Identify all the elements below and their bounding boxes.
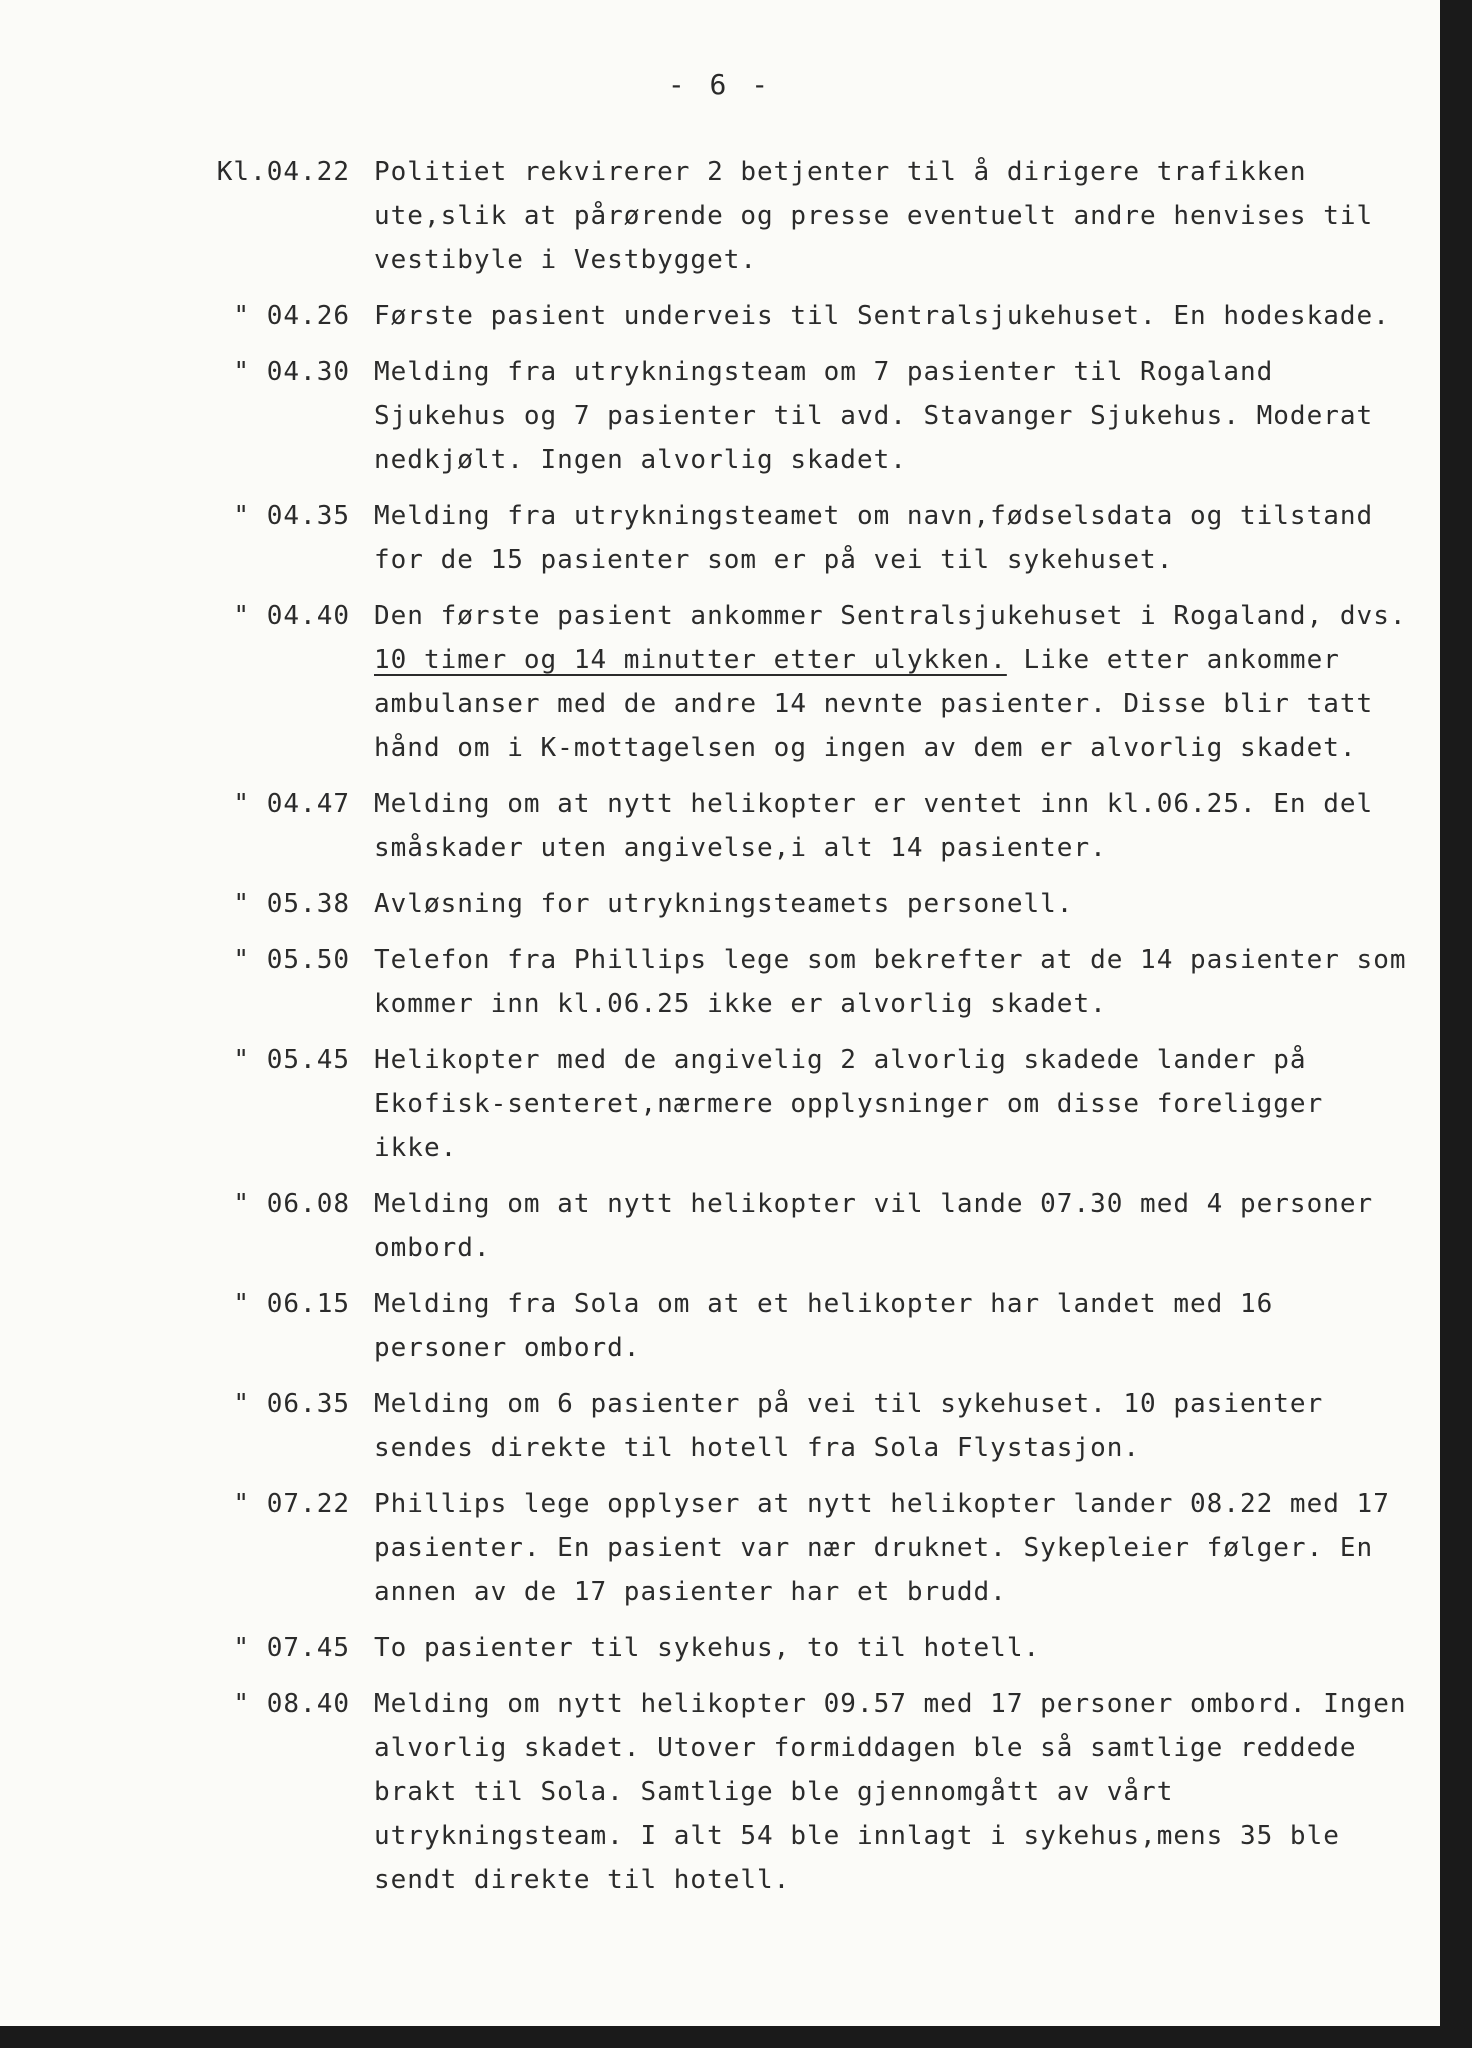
log-entry — [0, 294, 1440, 338]
entry-text: Melding fra utrykningsteam om 7 pasienter til Rogaland Sjukehus og 7 pasienter til avd. Stavanger Sjukehus. Moderat nedkjølt. Ingen alvorlig skadet. — [374, 357, 1374, 475]
entry-time: " 04.26 — [233, 301, 350, 331]
log-entry — [0, 594, 1440, 770]
entry-text: To pasienter til sykehus, to til hotell. — [374, 1633, 1041, 1663]
entry-time: " 07.45 — [233, 1633, 350, 1663]
entry-text: Politiet rekvirerer 2 betjenter til å dirigere trafikken ute,slik at pårørende og presse eventuelt andre henvises til vestibyle i Vestbygget. — [374, 157, 1374, 275]
entry-time: " 05.50 — [233, 945, 350, 975]
entry-text: Melding fra Sola om at et helikopter har landet med 16 personer ombord. — [374, 1289, 1274, 1363]
log-entry — [0, 1038, 1440, 1170]
entry-time: " 04.35 — [233, 501, 350, 531]
entry-time: " 04.30 — [233, 357, 350, 387]
underlined-emphasis: 10 timer og 14 minutter etter ulykken. — [374, 645, 1007, 675]
log-entry — [0, 1182, 1440, 1270]
log-entry — [0, 494, 1440, 582]
log-entry — [0, 938, 1440, 1026]
entry-time: " 06.15 — [233, 1289, 350, 1319]
entry-text: Melding om 6 pasienter på vei til sykehuset. 10 pasienter sendes direkte til hotell fra Sola Flystasjon. — [374, 1389, 1324, 1463]
entry-time: Kl.04.22 — [216, 157, 350, 187]
entry-text: Avløsning for utrykningsteamets personell. — [374, 889, 1074, 919]
entry-time: " 08.40 — [233, 1689, 350, 1719]
entry-text: Phillips lege opplyser at nytt helikopter lander 08.22 med 17 pasienter. En pasient var nær druknet. Sykepleier følger. En annen av de 17 pasienter har et brudd. — [374, 1489, 1390, 1607]
log-entry — [0, 1282, 1440, 1370]
entry-text: Melding om at nytt helikopter er ventet inn kl.06.25. En del småskader uten angivelse,i alt 14 pasienter. — [374, 789, 1374, 863]
entry-time: " 04.40 — [233, 601, 350, 631]
log-entry — [0, 1626, 1440, 1670]
entry-text: Melding fra utrykningsteamet om navn,fødselsdata og tilstand for de 15 pasienter som er på vei til sykehuset. — [374, 501, 1374, 575]
entry-text — [374, 594, 1414, 770]
entry-time: " 07.22 — [233, 1489, 350, 1519]
log-entry — [0, 782, 1440, 870]
entry-time: " 06.08 — [233, 1189, 350, 1219]
log-entry — [0, 150, 1440, 282]
entry-text-after: Like etter ankommer ambulanser med de andre 14 nevnte pasienter. Disse blir tatt hånd om i K-mottagelsen og ingen av dem er alvorlig skadet. — [374, 645, 1374, 763]
log-entry — [0, 882, 1440, 926]
entry-time: " 06.35 — [233, 1389, 350, 1419]
entry-time: " 05.45 — [233, 1045, 350, 1075]
entry-text: Melding om nytt helikopter 09.57 med 17 personer ombord. Ingen alvorlig skadet. Utover formiddagen ble så samtlige reddede brakt til Sola. Samtlige ble gjennomgått av vårt utrykningsteam. I alt 54 ble innlagt i sykehus,mens 35 ble sendt direkte til hotell. — [374, 1689, 1407, 1895]
log-entry — [0, 1482, 1440, 1614]
entry-text: Første pasient underveis til Sentralsjukehuset. En hodeskade. — [374, 301, 1390, 331]
log-entry — [0, 1382, 1440, 1470]
entry-time: " 04.47 — [233, 789, 350, 819]
log-entry — [0, 350, 1440, 482]
entry-text: Helikopter med de angivelig 2 alvorlig skadede lander på Ekofisk-senteret,nærmere opplysninger om disse foreligger ikke. — [374, 1045, 1324, 1163]
log-entries — [0, 150, 1440, 1914]
entry-time: " 05.38 — [233, 889, 350, 919]
log-entry — [0, 1682, 1440, 1902]
page-number: - 6 - — [667, 68, 773, 101]
entry-text: Melding om at nytt helikopter vil lande 07.30 med 4 personer ombord. — [374, 1189, 1374, 1263]
entry-text: Telefon fra Phillips lege som bekrefter at de 14 pasienter som kommer inn kl.06.25 ikke er alvorlig skadet. — [374, 945, 1407, 1019]
entry-text-before: Den første pasient ankommer Sentralsjukehuset i Rogaland, dvs. — [374, 601, 1407, 631]
